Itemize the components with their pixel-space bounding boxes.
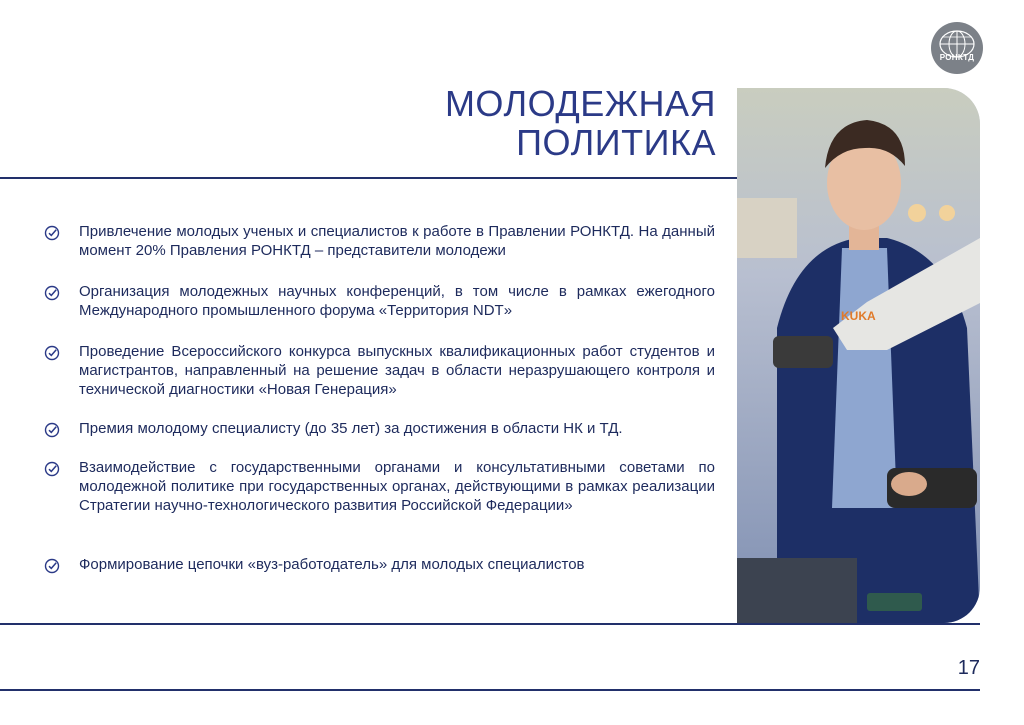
bullet-text: Организация молодежных научных конференций, в том числе в рамках ежегодного Международного промышленного форума «Территория NDT»: [79, 283, 715, 319]
title-line-2: ПОЛИТИКА: [516, 122, 716, 163]
page-number: 17: [957, 657, 980, 679]
check-circle-icon: [44, 345, 60, 361]
check-circle-icon: [44, 225, 60, 241]
robot-brand-label: KUKA: [841, 309, 876, 323]
check-circle-icon: [44, 558, 60, 574]
bullet-text: Формирование цепочки «вуз-работодатель» для молодых специалистов: [79, 556, 585, 573]
page-title: [445, 84, 716, 162]
bullet-text: Проведение Всероссийского конкурса выпускных квалификационных работ студентов и магистрантов, направленный на решение задач в области неразрушающего контроля и технической диагностики «Новая Генерация»: [79, 343, 715, 398]
logo-label: РОНКТД: [939, 53, 975, 62]
bullet-text: Премия молодому специалисту (до 35 лет) за достижения в области НК и ТД.: [79, 420, 623, 437]
check-circle-icon: [44, 285, 60, 301]
check-circle-icon: [44, 461, 60, 477]
check-circle-icon: [44, 422, 60, 438]
bullet-text: Взаимодействие с государственными органами и консультативными советами по молодежной политике при государственных органах, действующими в рамках реализации Стратегии научно-технологического развития Российской Федерации»: [79, 459, 715, 514]
globe-icon: [931, 22, 983, 74]
photo-young-specialist-with-robot: [737, 88, 980, 623]
content-divider: [0, 623, 980, 625]
footer-divider: [0, 689, 980, 691]
title-divider: [0, 177, 737, 179]
title-line-1: МОЛОДЕЖНАЯ: [444, 83, 716, 124]
bullet-text: Привлечение молодых ученых и специалистов к работе в Правлении РОНКТД. На данный момент 20% Правления РОНКТД – представители молодежи: [79, 223, 715, 259]
ronktd-logo: [931, 22, 983, 74]
